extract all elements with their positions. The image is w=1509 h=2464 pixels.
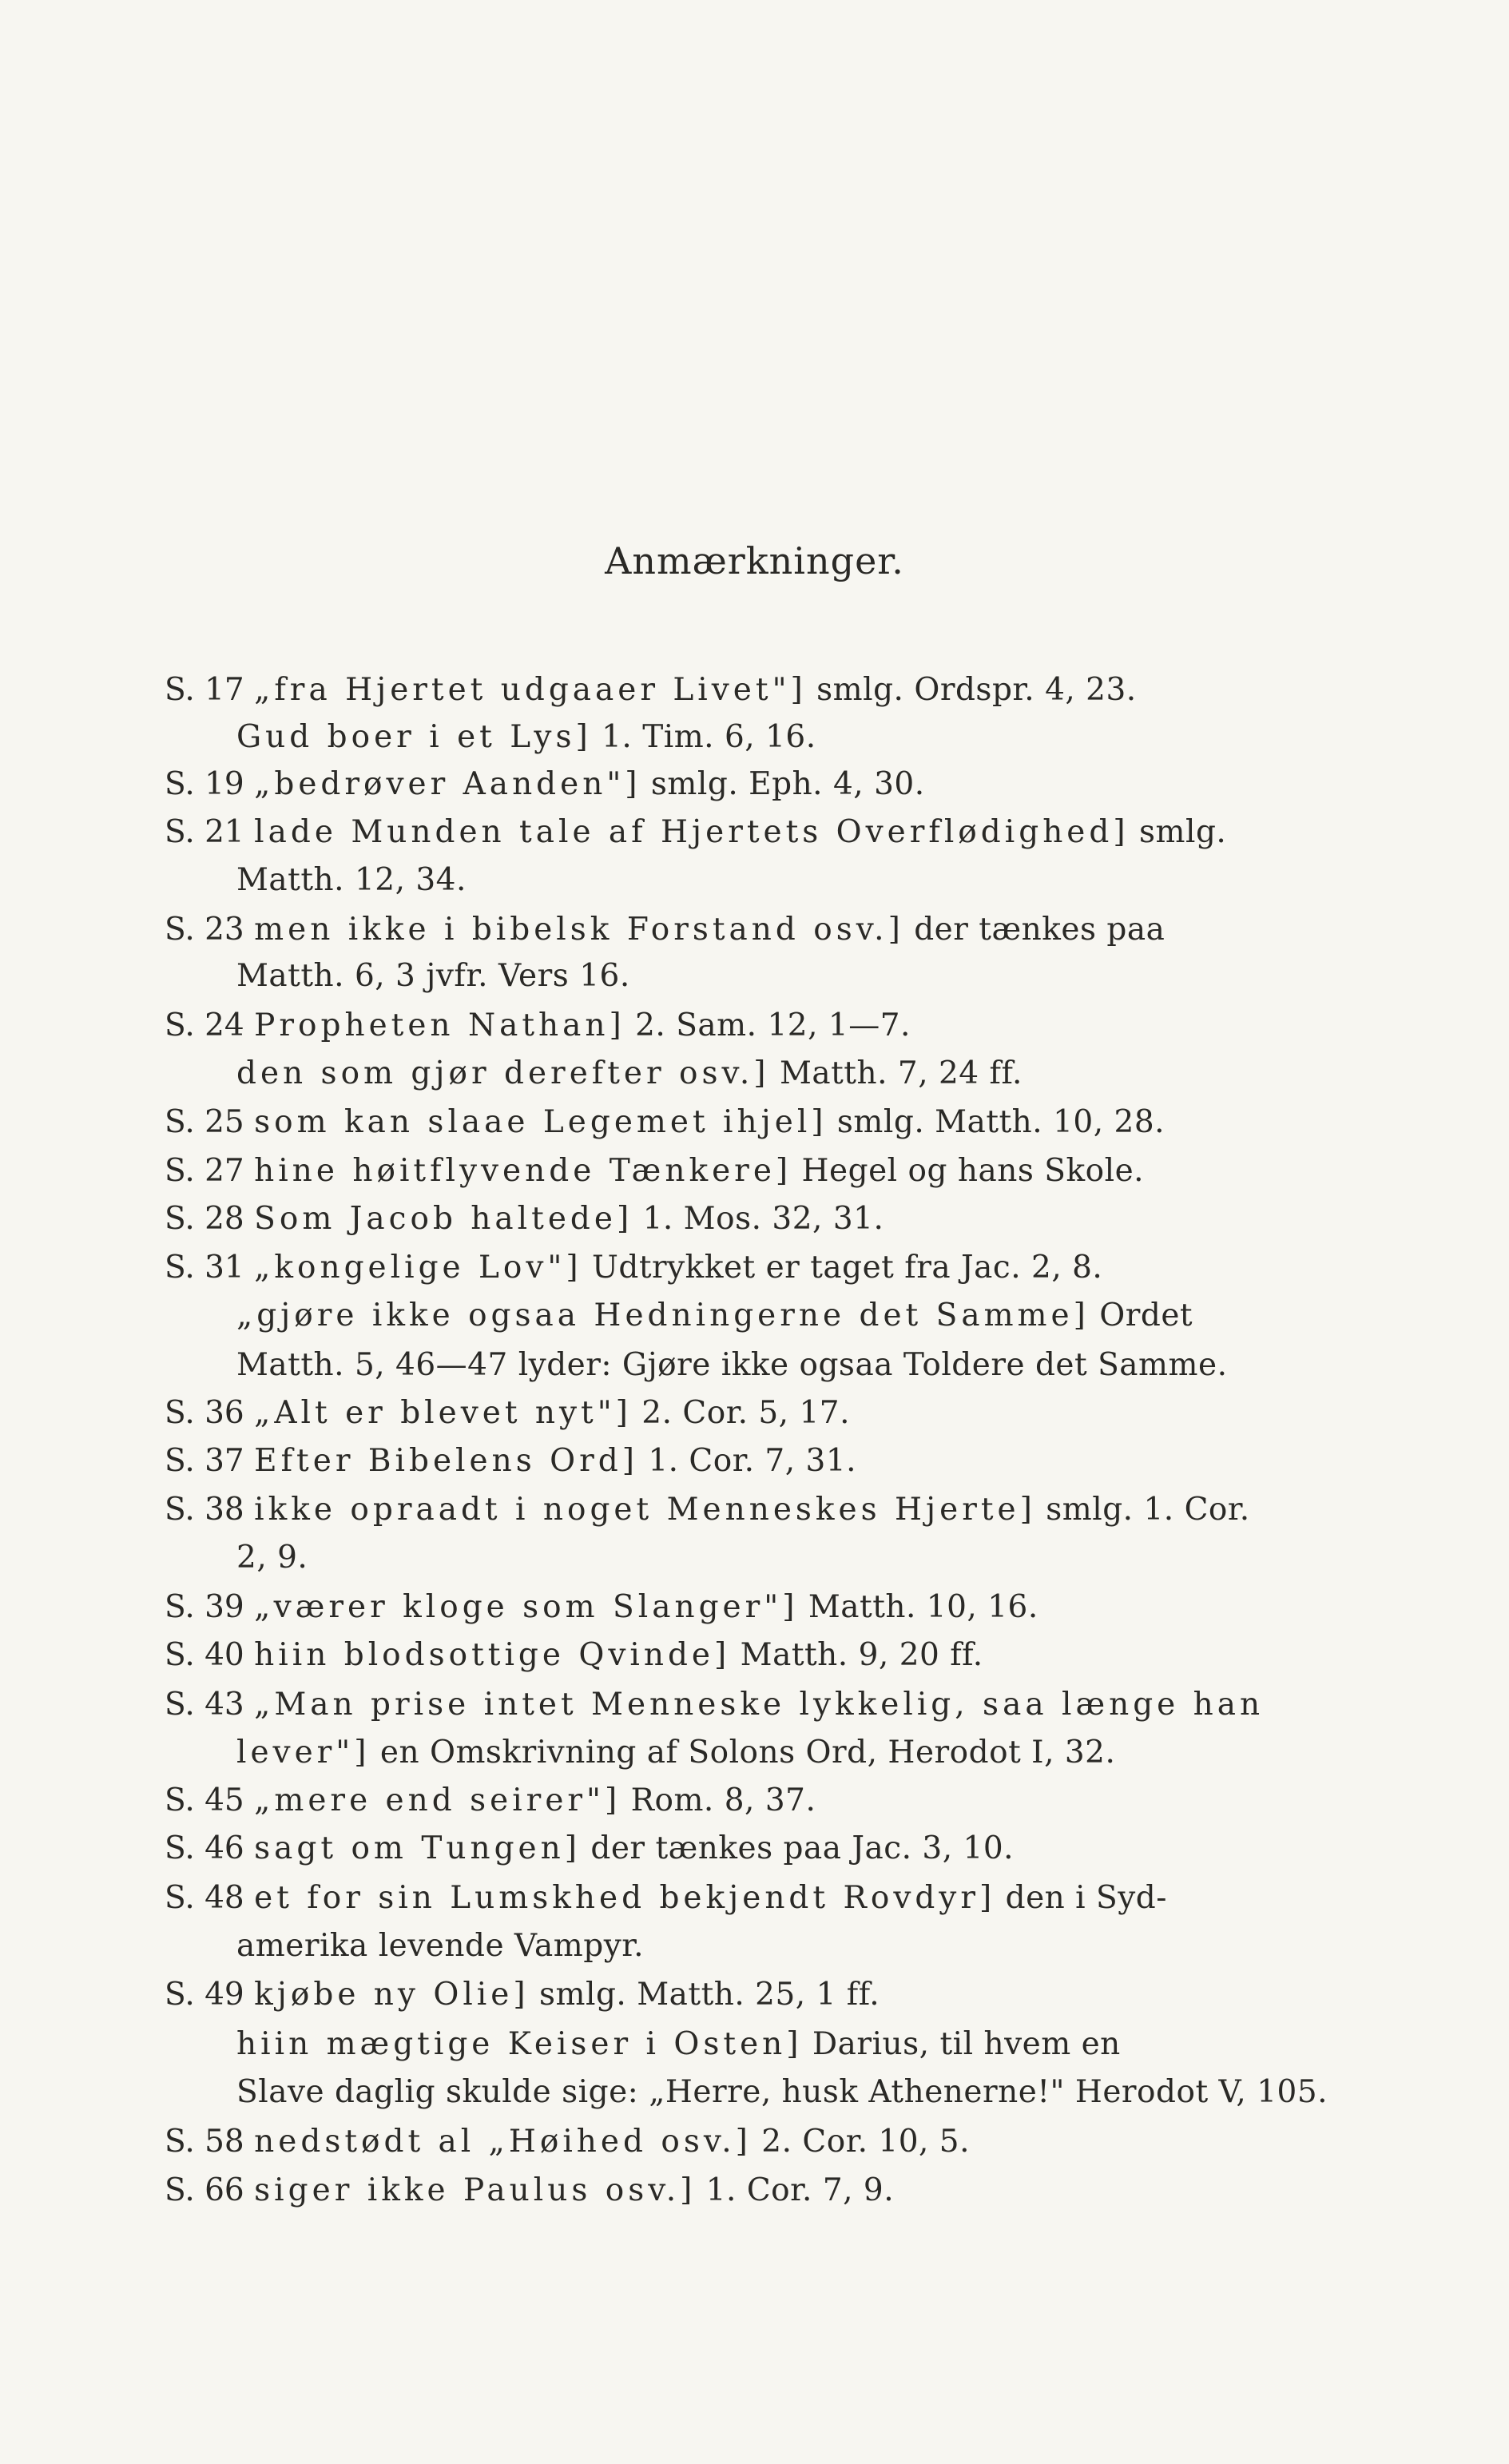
reference-text: smlg. Eph. 4, 30. [650, 766, 925, 802]
reference-text: Udtrykket er taget fra Jac. 2, 8. [592, 1250, 1103, 1286]
note-line [165, 1152, 1144, 1190]
note-line [165, 1249, 1102, 1287]
reference-text: Matth. 10, 16. [808, 1589, 1038, 1625]
page-ref: S. 58 [165, 2124, 255, 2160]
note-line [165, 1686, 1264, 1724]
quoted-phrase: „gjøre ikke ogsaa Hedningerne det Samme] [236, 1298, 1090, 1333]
reference-text: smlg. 1. Cor. [1046, 1492, 1250, 1528]
note-line [165, 2123, 970, 2161]
page-ref: S. 28 [165, 1201, 255, 1237]
page-ref: S. 40 [165, 1637, 255, 1673]
quoted-phrase: „værer kloge som Slanger"] [254, 1589, 799, 1625]
note-line [165, 813, 1226, 852]
page-ref: S. 37 [165, 1443, 255, 1479]
quoted-phrase: „Alt er blevet nyt"] [254, 1395, 632, 1431]
reference-text: 2. Cor. 10, 5. [761, 2124, 971, 2160]
reference-text: Matth. 6, 3 jvfr. Vers 16. [236, 958, 630, 994]
reference-text: Ordet [1099, 1298, 1193, 1333]
quoted-phrase: „mere end seirer"] [254, 1782, 621, 1818]
page-ref: S. 36 [165, 1395, 255, 1431]
quoted-phrase: Gud boer i et Lys] [236, 719, 592, 755]
page-ref: S. 45 [165, 1782, 255, 1818]
note-line [165, 1491, 1250, 1529]
note-line [165, 765, 925, 804]
quoted-phrase: hiin blodsottige Qvinde] [254, 1637, 731, 1673]
quoted-phrase: siger ikke Paulus osv.] [254, 2172, 697, 2208]
note-line [165, 671, 1137, 709]
quoted-phrase: hiin mægtige Keiser i Osten] [236, 2026, 803, 2062]
note-line [165, 911, 1165, 949]
page-ref: S. 23 [165, 912, 255, 948]
note-line [165, 1782, 816, 1820]
note-line [236, 1346, 1227, 1385]
reference-text: smlg. Ordspr. 4, 23. [816, 672, 1137, 708]
page-ref: S. 43 [165, 1687, 255, 1723]
note-line [236, 861, 467, 900]
reference-text: Rom. 8, 37. [630, 1782, 816, 1818]
note-line [165, 1103, 1165, 1142]
note-line [236, 1927, 644, 1965]
reference-text: smlg. [1138, 814, 1227, 850]
page-ref: S. 21 [165, 814, 255, 850]
page-ref: S. 17 [165, 672, 255, 708]
note-line [165, 1200, 884, 1238]
page-ref: S. 19 [165, 766, 255, 802]
note-line [165, 1879, 1167, 1918]
page-ref: S. 24 [165, 1007, 255, 1043]
reference-text: en Omskrivning af Solons Ord, Herodot I, 32. [379, 1735, 1116, 1771]
reference-text: smlg. Matth. 10, 28. [836, 1104, 1166, 1140]
note-line [165, 1588, 1038, 1627]
quoted-phrase: kjøbe ny Olie] [254, 1977, 530, 2013]
quoted-phrase: lade Munden tale af Hjertets Overflødighed] [254, 814, 1130, 850]
note-line [236, 1539, 308, 1577]
page-ref: S. 66 [165, 2172, 255, 2208]
page-ref: S. 25 [165, 1104, 255, 1140]
quoted-phrase: hine høitflyvende Tænkere] [254, 1153, 792, 1189]
note-line [236, 2073, 1328, 2112]
quoted-phrase: ikke opraadt i noget Menneskes Hjerte] [254, 1492, 1036, 1528]
reference-text: 2. Sam. 12, 1—7. [635, 1007, 911, 1043]
quoted-phrase: den som gjør derefter osv.] [236, 1055, 770, 1091]
reference-text: 2, 9. [236, 1540, 308, 1576]
page-ref: S. 39 [165, 1589, 255, 1625]
quoted-phrase: „Man prise intet Menneske lykkelig, saa længe han [254, 1687, 1265, 1723]
note-line [165, 1976, 880, 2014]
quoted-phrase: men ikke i bibelsk Forstand osv.] [254, 912, 904, 948]
reference-text: 1. Cor. 7, 9. [705, 2172, 895, 2208]
note-line [165, 1636, 983, 1675]
reference-text: Slave daglig skulde sige: „Herre, husk Athenerne!" Herodot V, 105. [236, 2074, 1328, 2110]
reference-text: der tænkes paa Jac. 3, 10. [590, 1830, 1015, 1866]
reference-text: Matth. 5, 46—47 lyder: Gjøre ikke ogsaa Toldere det Samme. [236, 1347, 1228, 1383]
quoted-phrase: nedstødt al „Høihed osv.] [254, 2124, 752, 2160]
page-ref: S. 46 [165, 1830, 255, 1866]
reference-text: smlg. Matth. 25, 1 ff. [538, 1977, 880, 2013]
quoted-phrase: „bedrøver Aanden"] [254, 766, 641, 802]
page-ref: S. 27 [165, 1153, 255, 1189]
quoted-phrase: Som Jacob haltede] [254, 1201, 633, 1237]
note-line [236, 718, 816, 757]
reference-text: 1. Mos. 32, 31. [642, 1201, 884, 1237]
quoted-phrase: som kan slaae Legemet ihjel] [254, 1104, 828, 1140]
quoted-phrase: „kongelige Lov"] [254, 1250, 582, 1286]
quoted-phrase: et for sin Lumskhed bekjendt Rovdyr] [254, 1880, 996, 1916]
note-line [236, 957, 630, 996]
quoted-phrase: „fra Hjertet udgaaer Livet"] [254, 672, 807, 708]
reference-text: den i Syd- [1005, 1880, 1167, 1916]
quoted-phrase: Propheten Nathan] [254, 1007, 625, 1043]
page-ref: S. 31 [165, 1250, 255, 1286]
quoted-phrase: sagt om Tungen] [254, 1830, 581, 1866]
reference-text: der tænkes paa [914, 912, 1166, 948]
reference-text: Matth. 9, 20 ff. [740, 1637, 983, 1673]
reference-text: Matth. 12, 34. [236, 862, 467, 898]
note-line [236, 1055, 1023, 1093]
note-line [165, 1007, 911, 1045]
note-line [236, 2025, 1121, 2064]
reference-text: 1. Tim. 6, 16. [602, 719, 816, 755]
page-ref: S. 38 [165, 1492, 255, 1528]
page-ref: S. 49 [165, 1977, 255, 2013]
quoted-phrase: lever"] [236, 1735, 371, 1771]
reference-text: Darius, til hvem en [812, 2026, 1121, 2062]
reference-text: Hegel og hans Skole. [801, 1153, 1145, 1189]
reference-text: 1. Cor. 7, 31. [648, 1443, 857, 1479]
note-line [165, 1442, 856, 1480]
note-line [165, 1830, 1014, 1868]
quoted-phrase: Efter Bibelens Ord] [254, 1443, 638, 1479]
note-line [165, 1394, 850, 1433]
reference-text: amerika levende Vampyr. [236, 1928, 645, 1964]
note-line [236, 1297, 1193, 1335]
reference-text: 2. Cor. 5, 17. [641, 1395, 850, 1431]
note-line [165, 2172, 894, 2210]
note-line [236, 1734, 1115, 1772]
reference-text: Matth. 7, 24 ff. [779, 1055, 1023, 1091]
page-ref: S. 48 [165, 1880, 255, 1916]
page-heading: Anmærkninger. [605, 539, 904, 582]
